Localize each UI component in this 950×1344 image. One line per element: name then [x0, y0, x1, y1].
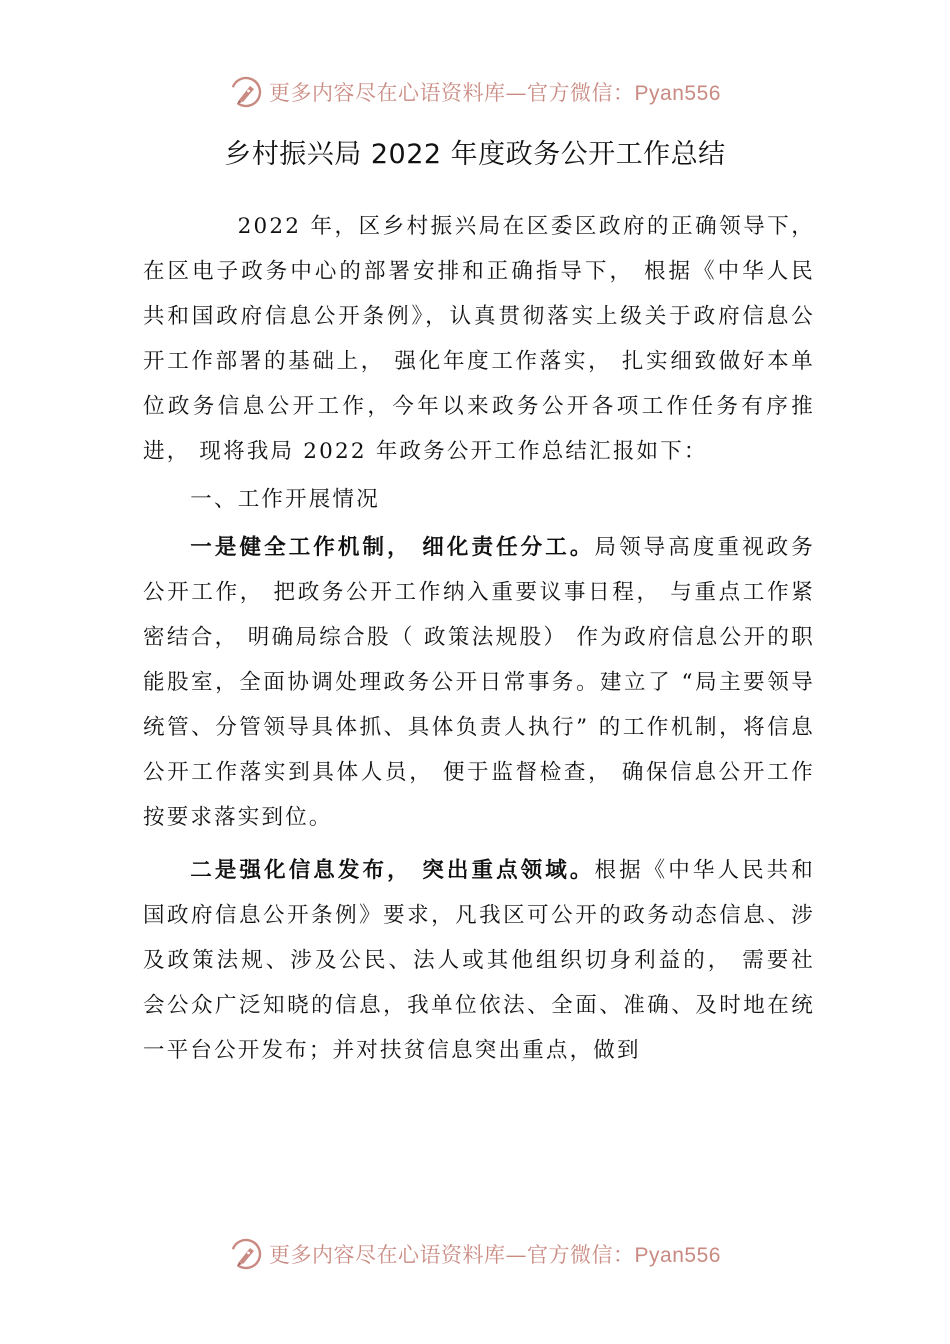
item-1-lead: 一是健全工作机制， 细化责任分工。 — [190, 535, 595, 560]
item-2-lead: 二是强化信息发布， 突出重点领域。 — [190, 858, 595, 883]
watermark-footer — [0, 1234, 950, 1274]
document-title: 乡村振兴局 2022 年度政务公开工作总结 — [224, 139, 726, 170]
pen-nib-logo-icon — [229, 75, 263, 109]
pen-nib-logo-icon — [229, 1237, 263, 1271]
intro-paragraph: 2022 年，区乡村振兴局在区委区政府的正确领导下，在区电子政务中心的部署安排和正确指导下， 根据《中华人民共和国政府信息公开条例》，认真贯彻落实上级关于政府信息公开工作部署的基础上， 强化年度工作落实， 扎实细致做好本单位政务信息公开工作，今年以来政务公开各项工作任务有序推进， 现将我局 2022 年政务公开工作总结汇报如下： — [143, 214, 815, 464]
item-2-body: 根据《中华人民共和国政府信息公开条例》要求，凡我区可公开的政务动态信息、涉及政策法规、涉及公民、法人或其他组织切身利益的， 需要社会公众广泛知晓的信息，我单位依法、全面、准确、及时地在统一平台公开发布；并对扶贫信息突出重点，做到 — [143, 858, 815, 1063]
section-heading: 一、工作开展情况 — [190, 487, 380, 512]
item-2-paragraph — [143, 848, 815, 1073]
watermark-header — [0, 72, 950, 112]
item-1-body: 局领导高度重视政务公开工作， 把政务公开工作纳入重要议事日程， 与重点工作紧密结合， 明确局综合股（ 政策法规股） 作为政府信息公开的职能股室，全面协调处理政务公开日常事务。建立了 “局主要领导统管、分管领导具体抓、具体负责人执行” 的工作机制，将信息公开工作落实到具体人员， 便于监督检查， 确保信息公开工作按要求落实到位。 — [143, 535, 815, 830]
item-1-paragraph — [143, 525, 815, 840]
document-body — [143, 204, 815, 1073]
watermark-text: 更多内容尽在心语资料库—官方微信：Pyan556 — [269, 1243, 721, 1267]
watermark-text: 更多内容尽在心语资料库—官方微信：Pyan556 — [269, 81, 721, 105]
